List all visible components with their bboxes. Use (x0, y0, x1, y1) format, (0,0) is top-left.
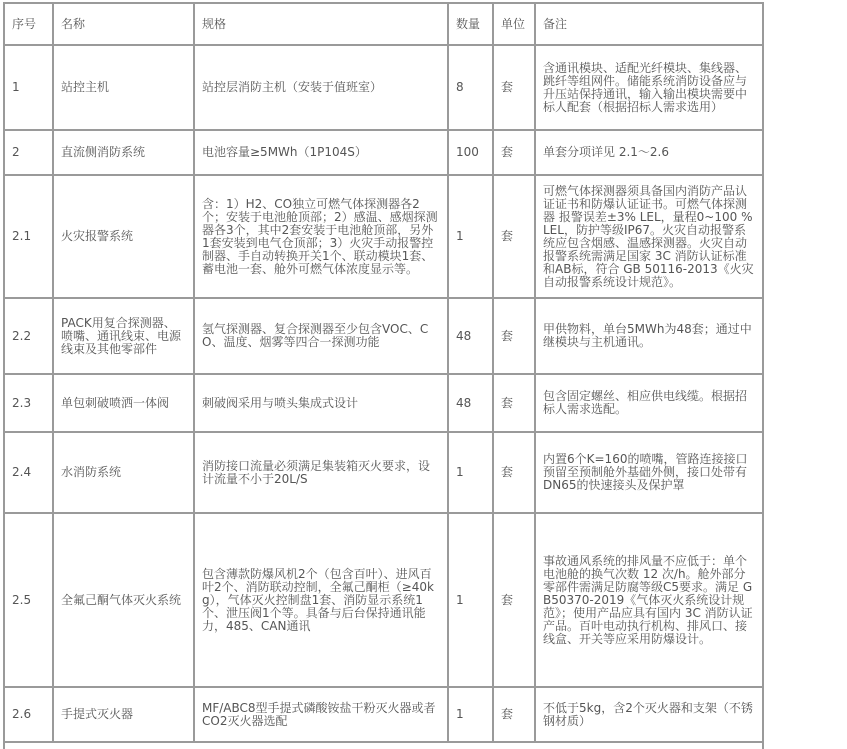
cell-index: 1 (4, 45, 53, 130)
cell-name: PACK用复合探测器、喷嘴、通讯线束、电源线束及其他零部件 (53, 298, 194, 374)
cell-remark: 包含固定螺丝、相应供电线缆。根据招标人需求选配。 (535, 374, 763, 432)
cell-name: 直流侧消防系统 (53, 130, 194, 175)
header-unit: 单位 (493, 3, 535, 45)
cell-unit: 套 (493, 175, 535, 298)
cutoff-cell (4, 742, 763, 749)
header-remark: 备注 (535, 3, 763, 45)
cell-qty: 1 (448, 513, 493, 687)
cell-name: 火灾报警系统 (53, 175, 194, 298)
cell-qty: 100 (448, 130, 493, 175)
cell-spec: 含：1）H2、CO独立可燃气体探测器各2个；安装于电池舱顶部；2）感温、感烟探测器各3个，其中2套安装于电池舱顶部，另外1套安装到电气仓顶部；3）火灾手动报警控制器、手自动转换开关1个、联动模块1套、蓄电池一套、舱外可燃气体浓度显示等。 (194, 175, 448, 298)
cell-index: 2.3 (4, 374, 53, 432)
cell-index: 2.5 (4, 513, 53, 687)
cell-qty: 8 (448, 45, 493, 130)
table-row-cutoff (4, 742, 763, 749)
cell-spec: 站控层消防主机（安装于值班室） (194, 45, 448, 130)
cell-qty: 1 (448, 175, 493, 298)
cell-spec: MF/ABC8型手提式磷酸铵盐干粉灭火器或者CO2灭火器选配 (194, 687, 448, 742)
cell-remark: 含通讯模块、适配光纤模块、集线器、跳纤等组网件。储能系统消防设备应与升压站保持通讯，输入输出模块需要中标人配套（根据招标人需求选用） (535, 45, 763, 130)
header-name: 名称 (53, 3, 194, 45)
equipment-table-container (3, 2, 764, 749)
table-row (4, 298, 763, 374)
table-row (4, 687, 763, 742)
cell-qty: 1 (448, 432, 493, 513)
table-row (4, 374, 763, 432)
cell-index: 2.6 (4, 687, 53, 742)
table-row (4, 432, 763, 513)
cell-unit: 套 (493, 687, 535, 742)
cell-unit: 套 (493, 130, 535, 175)
table-row (4, 130, 763, 175)
table-row (4, 175, 763, 298)
cell-index: 2.1 (4, 175, 53, 298)
cell-name: 全氟己酮气体灭火系统 (53, 513, 194, 687)
table-row (4, 513, 763, 687)
cell-remark: 事故通风系统的排风量不应低于：单个电池舱的换气次数 12 次/h。舱外部分零部件需满足防腐等级C5要求。满足 GB50370-2019《气体灭火系统设计规范》；使用产品应具有国内 3C 消防认证产品。百叶电动执行机构、排风口、接线盒、开关等应采用防爆设计。 (535, 513, 763, 687)
cell-name: 水消防系统 (53, 432, 194, 513)
cell-spec: 消防接口流量必须满足集装箱灭火要求，设计流量不小于20L/S (194, 432, 448, 513)
cell-unit: 套 (493, 45, 535, 130)
cell-remark: 内置6个K=160的喷嘴，管路连接接口预留至预制舱外基础外侧，接口处带有DN65的快速接头及保护罩 (535, 432, 763, 513)
cell-remark: 可燃气体探测器须具备国内消防产品认证证书和防爆认证证书。可燃气体探测器 报警误差±3% LEL，量程0~100 %LEL，防护等级IP67。火灾自动报警系统应包含烟感、温感探测器。火灾自动报警系统需满足国家 3C 消防认证标准和AB标，符合 GB 50116-2013《火灾自动报警系统设计规范》。 (535, 175, 763, 298)
cell-remark: 甲供物料，单台5MWh为48套；通过中继模块与主机通讯。 (535, 298, 763, 374)
cell-spec: 包含薄款防爆风机2个（包含百叶）、进风百叶2个、消防联动控制，全氟己酮柜（≥40kg），气体灭火控制盘1套、消防显示系统1个、泄压阀1个等。具备与后台保持通讯能力，485、CAN通讯 (194, 513, 448, 687)
cell-spec: 刺破阀采用与喷头集成式设计 (194, 374, 448, 432)
cell-name: 站控主机 (53, 45, 194, 130)
cell-qty: 48 (448, 374, 493, 432)
header-spec: 规格 (194, 3, 448, 45)
cell-unit: 套 (493, 374, 535, 432)
cell-unit: 套 (493, 298, 535, 374)
cell-spec: 氢气探测器、复合探测器至少包含VOC、CO、温度、烟雾等四合一探测功能 (194, 298, 448, 374)
cell-remark: 不低于5kg，含2个灭火器和支架（不锈钢材质） (535, 687, 763, 742)
cell-index: 2.4 (4, 432, 53, 513)
header-qty: 数量 (448, 3, 493, 45)
cell-index: 2 (4, 130, 53, 175)
cell-unit: 套 (493, 432, 535, 513)
table-row (4, 45, 763, 130)
cell-name: 手提式灭火器 (53, 687, 194, 742)
cell-qty: 48 (448, 298, 493, 374)
table-header-row (4, 3, 763, 45)
cell-index: 2.2 (4, 298, 53, 374)
cell-qty: 1 (448, 687, 493, 742)
cell-unit: 套 (493, 513, 535, 687)
fire-protection-equipment-table (3, 2, 764, 749)
cell-name: 单包刺破喷洒一体阀 (53, 374, 194, 432)
cell-remark: 单套分项详见 2.1～2.6 (535, 130, 763, 175)
cell-spec: 电池容量≥5MWh（1P104S） (194, 130, 448, 175)
header-index: 序号 (4, 3, 53, 45)
